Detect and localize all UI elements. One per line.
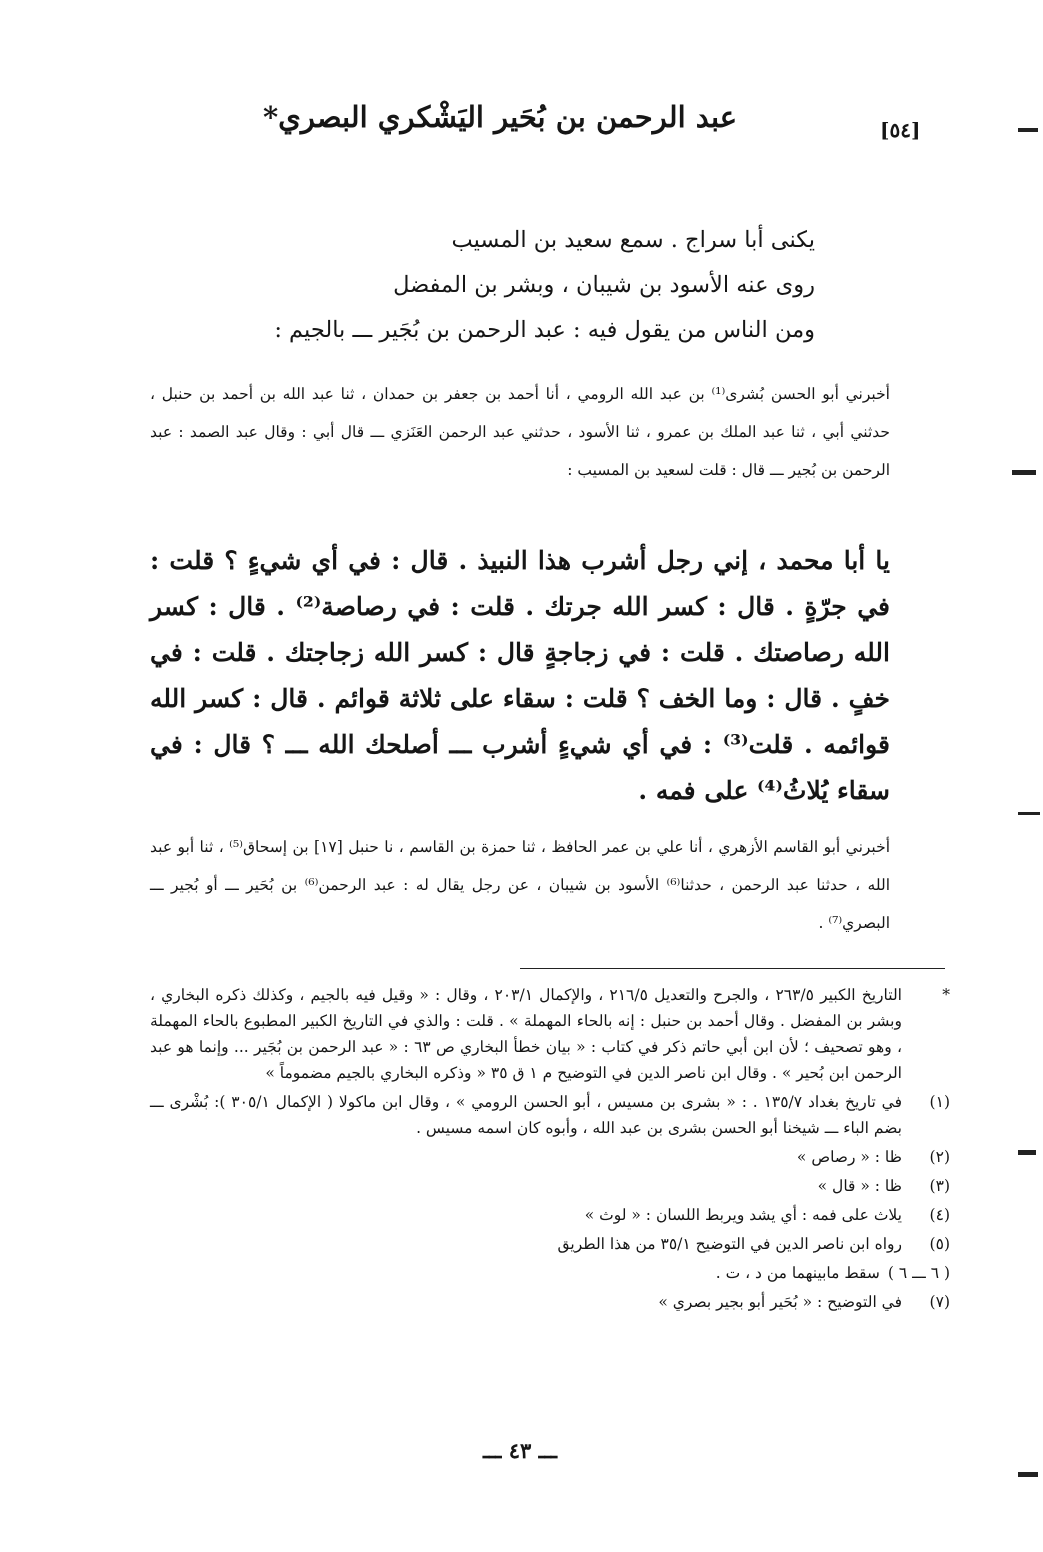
footnote <box>150 1289 950 1315</box>
footnote-mark: * <box>942 986 950 1004</box>
footnote-mark: (٢) <box>929 1148 950 1166</box>
footnotes <box>150 982 950 1318</box>
footnote-text: ظا : « رصاص » <box>796 1148 902 1166</box>
footnote-mark: (٤) <box>929 1206 950 1224</box>
footnote-text: في التوضيح : « بُحَير أبو بجير بصري » <box>658 1293 902 1311</box>
biography-intro <box>245 218 815 353</box>
page-number: ـــ ٤٣ ـــ <box>482 1438 558 1463</box>
footnotes-divider <box>520 968 945 969</box>
footnote <box>150 982 950 1086</box>
footnote-text: ظا : « قال » <box>817 1177 902 1195</box>
hadith-text: يا أبا محمد ، إني رجل أشرب هذا النبيذ . قال : في أي شيءٍ ؟ قلت : في جرّةٍ . قال : كسر الله جرتك . قلت : في رصاصة⁽²⁾ . قال : كسر الله رصاصتك . قلت : في زجاجةٍ قال : كسر الله زجاجتك . قلت : في خفٍ . قال : وما الخف ؟ قلت : سقاء على ثلاثة قوائم . قال : كسر الله قوائمه . قلت⁽³⁾ : في أي شيءٍ أشرب ـــ أصلحك الله ـــ ؟ قال : في سقاء يُلاثُ⁽⁴⁾ على فمه . <box>150 546 890 805</box>
scan-edge-mark <box>1012 470 1036 475</box>
footnote-mark: (٣) <box>929 1177 950 1195</box>
footnote <box>150 1202 950 1228</box>
footnote-mark: (٧) <box>929 1293 950 1311</box>
footnote <box>150 1089 950 1141</box>
footnote-text: يلاث على فمه : أي يشد ويربط اللسان : « لوث » <box>584 1206 902 1224</box>
footnote <box>150 1173 950 1199</box>
isnad-paragraph: أخبرني أبو الحسن بُشرى⁽¹⁾ بن عبد الله الرومي ، أنا أحمد بن جعفر بن حمدان ، ثنا عبد الله بن أحمد بن حنبل ، حدثني أبي ، ثنا عبد الملك بن عمرو ، ثنا الأسود ، حدثني عبد الرحمن العَنَزي ـــ قال أبي : وقال عبد الصمد : عبد الرحمن بن بُجير ـــ قال : قلت لسعيد بن المسيب : <box>150 385 890 479</box>
entry-number: [٥٤] <box>880 118 921 142</box>
intro-line: ومن الناس من يقول فيه : عبد الرحمن بن بُجَير ـــ بالجيم : <box>274 317 815 343</box>
isnad-paragraph: أخبرني أبو القاسم الأزهري ، أنا علي بن عمر الحافظ ، ثنا حمزة بن القاسم ، نا حنبل [١٧] بن إسحاق⁽⁵⁾ ، ثنا أبو عبد الله ، حدثنا عبد الرحمن ، حدثنا⁽⁶⁾ الأسود بن شيبان ، عن رجل يقال له : عبد الرحمن⁽⁶⁾ بن بُحَير ـــ أو بُجير ـــ البصري⁽⁷⁾ . <box>150 838 890 932</box>
scan-edge-mark <box>1018 1472 1038 1477</box>
footnote <box>150 1144 950 1170</box>
intro-line: روى عنه الأسود بن شيبان ، وبشر بن المفضل <box>393 272 815 298</box>
page-title: عبد الرحمن بن بُحَير اليَشْكري البصري* <box>263 100 737 134</box>
footnote-text: في تاريخ بغداد ١٣٥/٧ . : « بشرى بن مسيس ، أبو الحسن الرومي » ، وقال ابن ماكولا ( الإكمال ٣٠٥/١ ): بُشْرى ـــ بضم الباء ـــ شيخنا أبو الحسن بشرى بن عبد الله ، وأبوه كان اسمه مسيس . <box>150 1093 902 1137</box>
scan-edge-mark <box>1018 128 1038 132</box>
footnote-mark: (١) <box>929 1093 950 1111</box>
footnote <box>150 1260 950 1286</box>
footnote-mark: (٥) <box>929 1235 950 1253</box>
footnote-text: رواه ابن ناصر الدين في التوضيح ٣٥/١ من هذا الطريق <box>557 1235 902 1253</box>
intro-line: يكنى أبا سراج . سمع سعيد بن المسيب <box>451 227 815 253</box>
scan-edge-mark <box>1018 812 1040 815</box>
footnote <box>150 1231 950 1257</box>
footnote-text: التاريخ الكبير ٢٦٣/٥ ، والجرح والتعديل ٢١٦/٥ ، والإكمال ٢٠٣/١ ، وقال : « وقيل فيه بالجيم ، وكذلك ذكره البخاري ، وبشر بن المفضل . وقال أحمد بن حنبل : إنه بالحاء المهملة » . قلت : والذي في التاريخ الكبير المطبوع بالحاء المهملة ، وهو تصحيف ؛ لأن ابن أبي حاتم ذكر في كتاب : « بيان خطأ البخاري ص ٦٣ : « عبد الرحمن بن بُجَير ... وإنما هو عبد الرحمن ابن بُحير » . وقال ابن ناصر الدين في التوضيح م ١ ق ٣٥ « وذكره البخاري بالجيم مضموماً » <box>150 986 903 1082</box>
scan-edge-mark <box>1018 1150 1036 1155</box>
footnote-text: سقط مابينهما من د ، ت . <box>715 1264 880 1282</box>
footnote-mark: ( ٦ ـــ ٦ ) <box>887 1264 950 1282</box>
